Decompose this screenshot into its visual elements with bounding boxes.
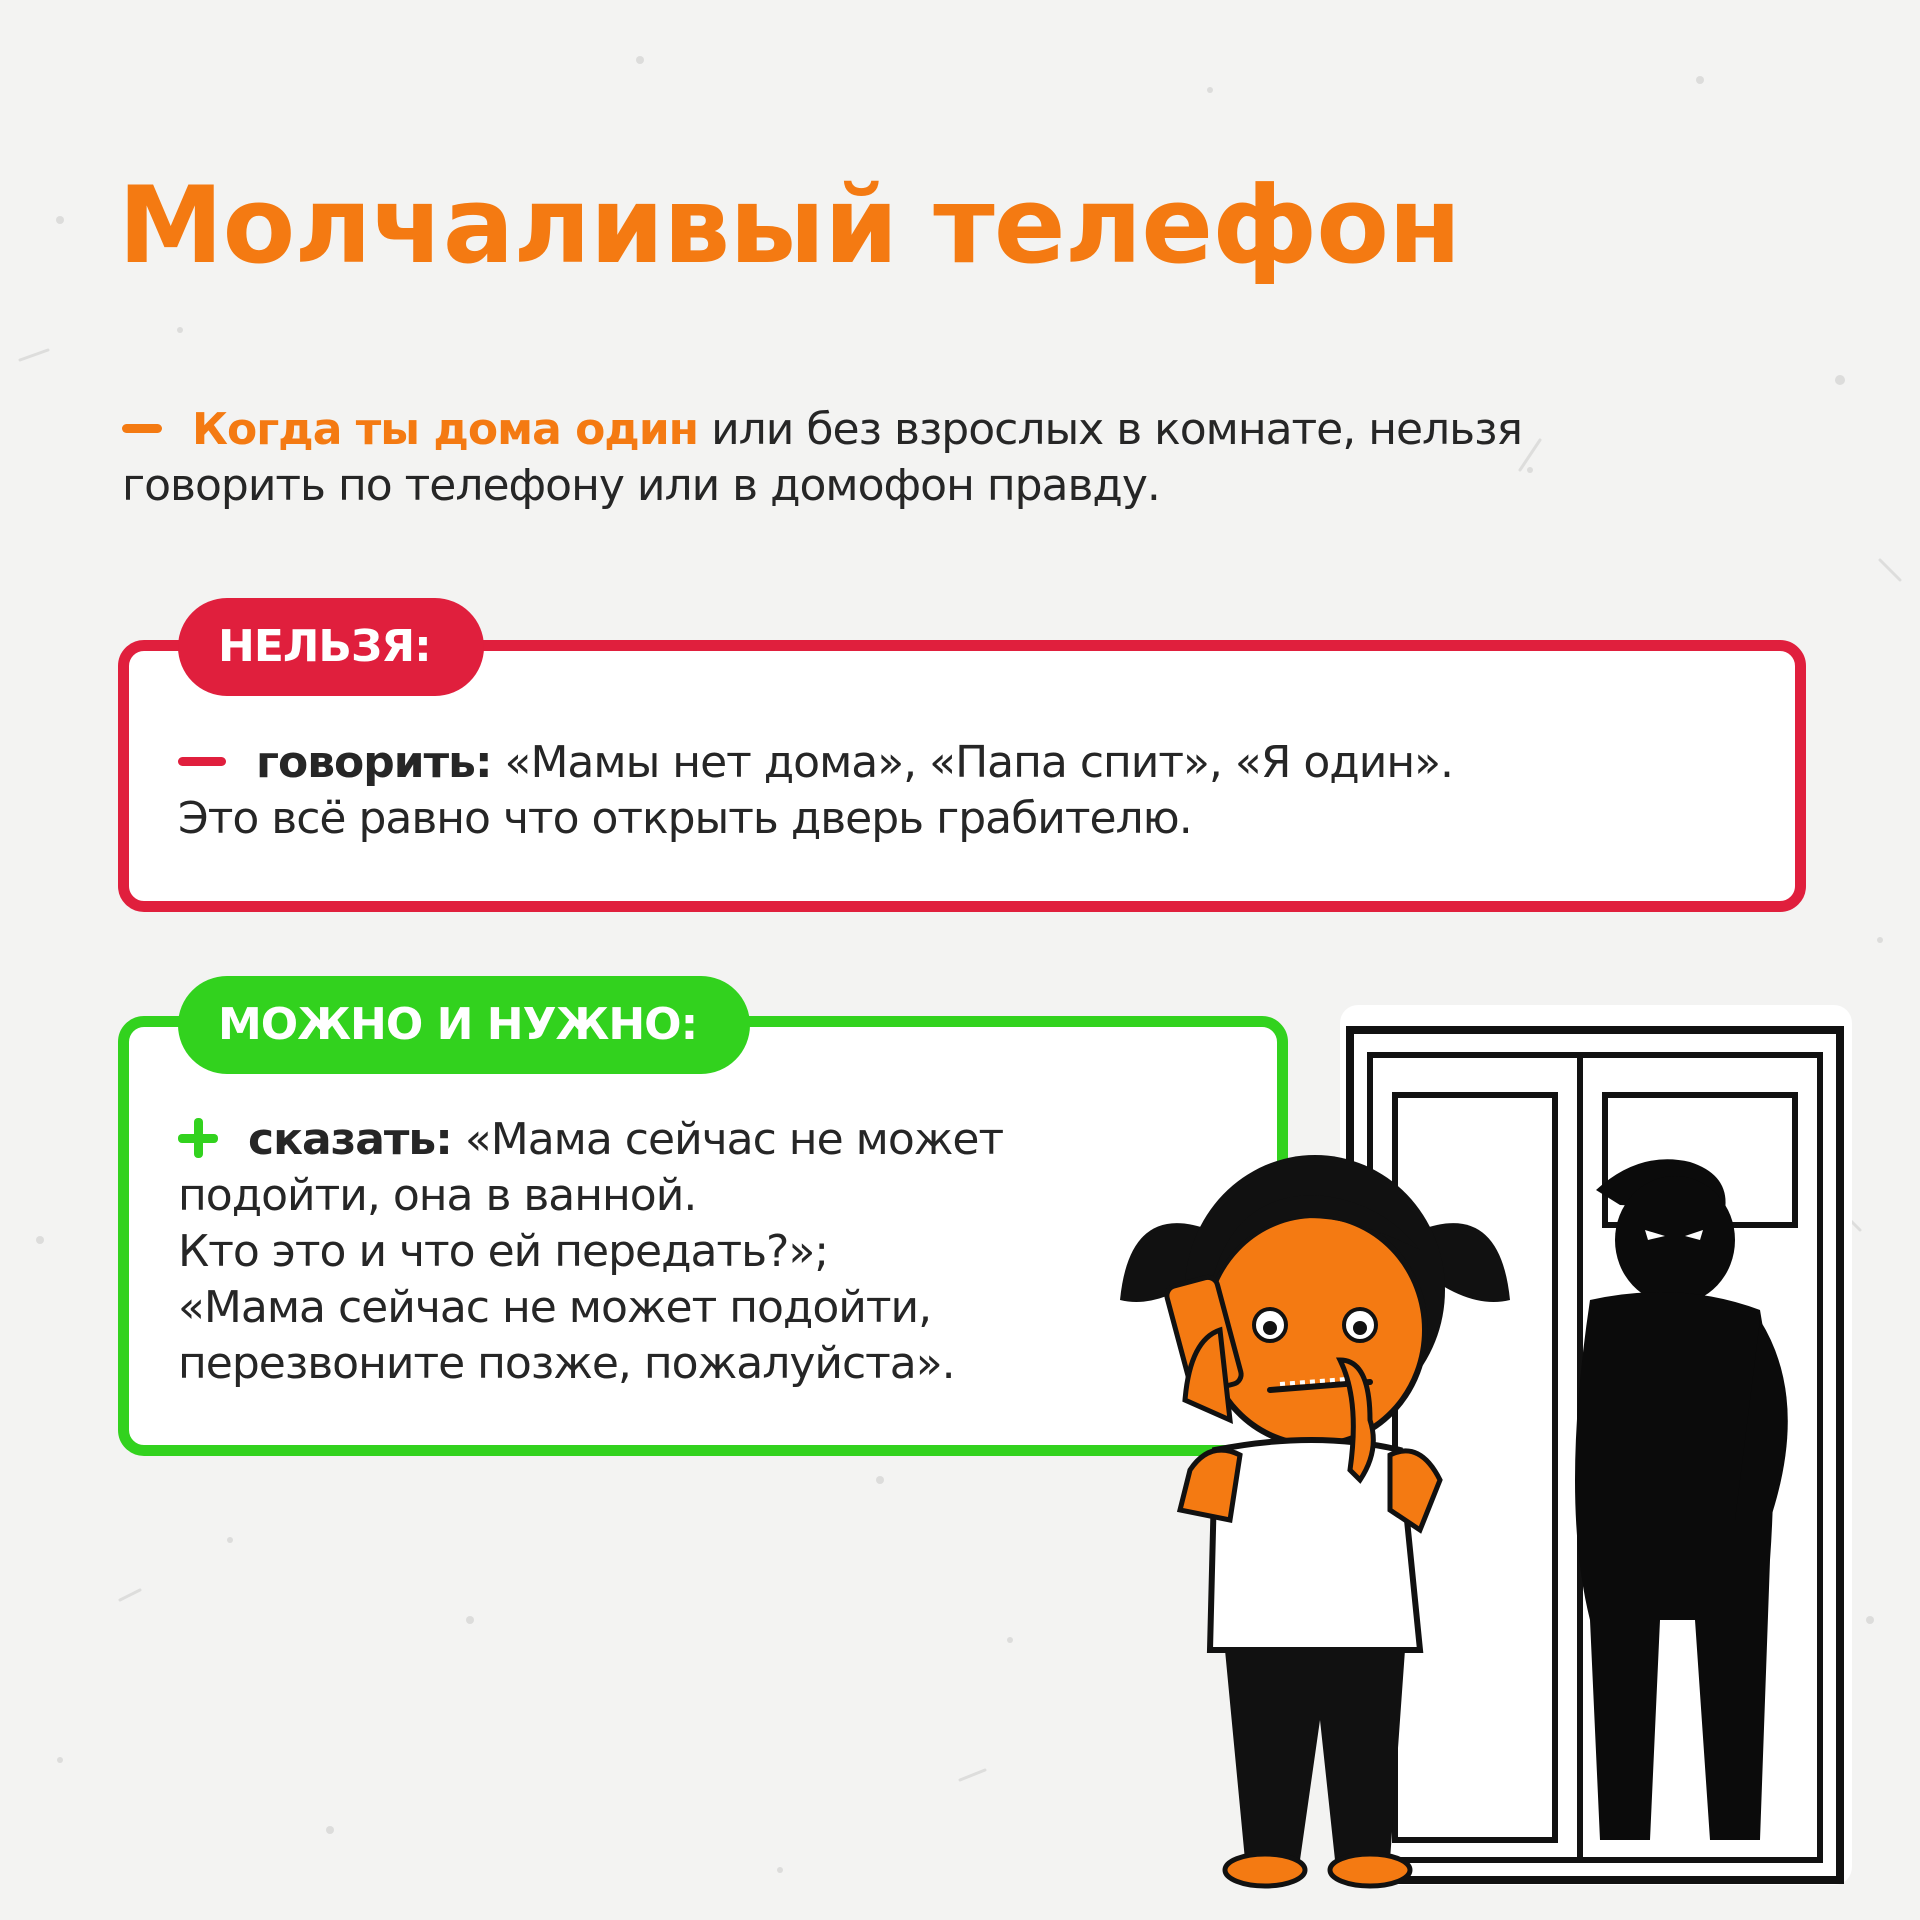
illustration xyxy=(1120,1000,1860,1900)
forbidden-tag: НЕЛЬЗЯ: xyxy=(178,598,484,696)
plus-marker xyxy=(178,1118,218,1158)
allowed-line-4: «Мама сейчас не может подойти, xyxy=(178,1282,932,1333)
intro-paragraph xyxy=(122,402,1522,514)
dash-marker xyxy=(122,424,162,433)
allowed-line-1: «Мама сейчас не может xyxy=(451,1114,1004,1165)
page-title: Молчаливый телефон xyxy=(118,164,1461,287)
forbidden-text xyxy=(178,735,1778,847)
allowed-text xyxy=(178,1112,1178,1392)
allowed-tag: МОЖНО И НУЖНО: xyxy=(178,976,750,1074)
forbidden-keyword: говорить: xyxy=(256,737,492,788)
allowed-line-5: перезвоните позже, пожалуйста». xyxy=(178,1338,955,1389)
forbidden-line-2: Это всё равно что открыть дверь грабителю. xyxy=(178,793,1192,844)
allowed-line-3: Кто это и что ей передать?»; xyxy=(178,1226,829,1277)
allowed-line-2: подойти, она в ванной. xyxy=(178,1170,697,1221)
intro-highlight: Когда ты дома один xyxy=(192,404,699,455)
intro-rest: или без взрослых в комнате, нельзя говорить по телефону или в домофон правду. xyxy=(122,404,1522,511)
minus-marker xyxy=(178,757,226,766)
allowed-keyword: сказать: xyxy=(248,1114,452,1165)
forbidden-line-1: «Мамы нет дома», «Папа спит», «Я один». xyxy=(491,737,1453,788)
